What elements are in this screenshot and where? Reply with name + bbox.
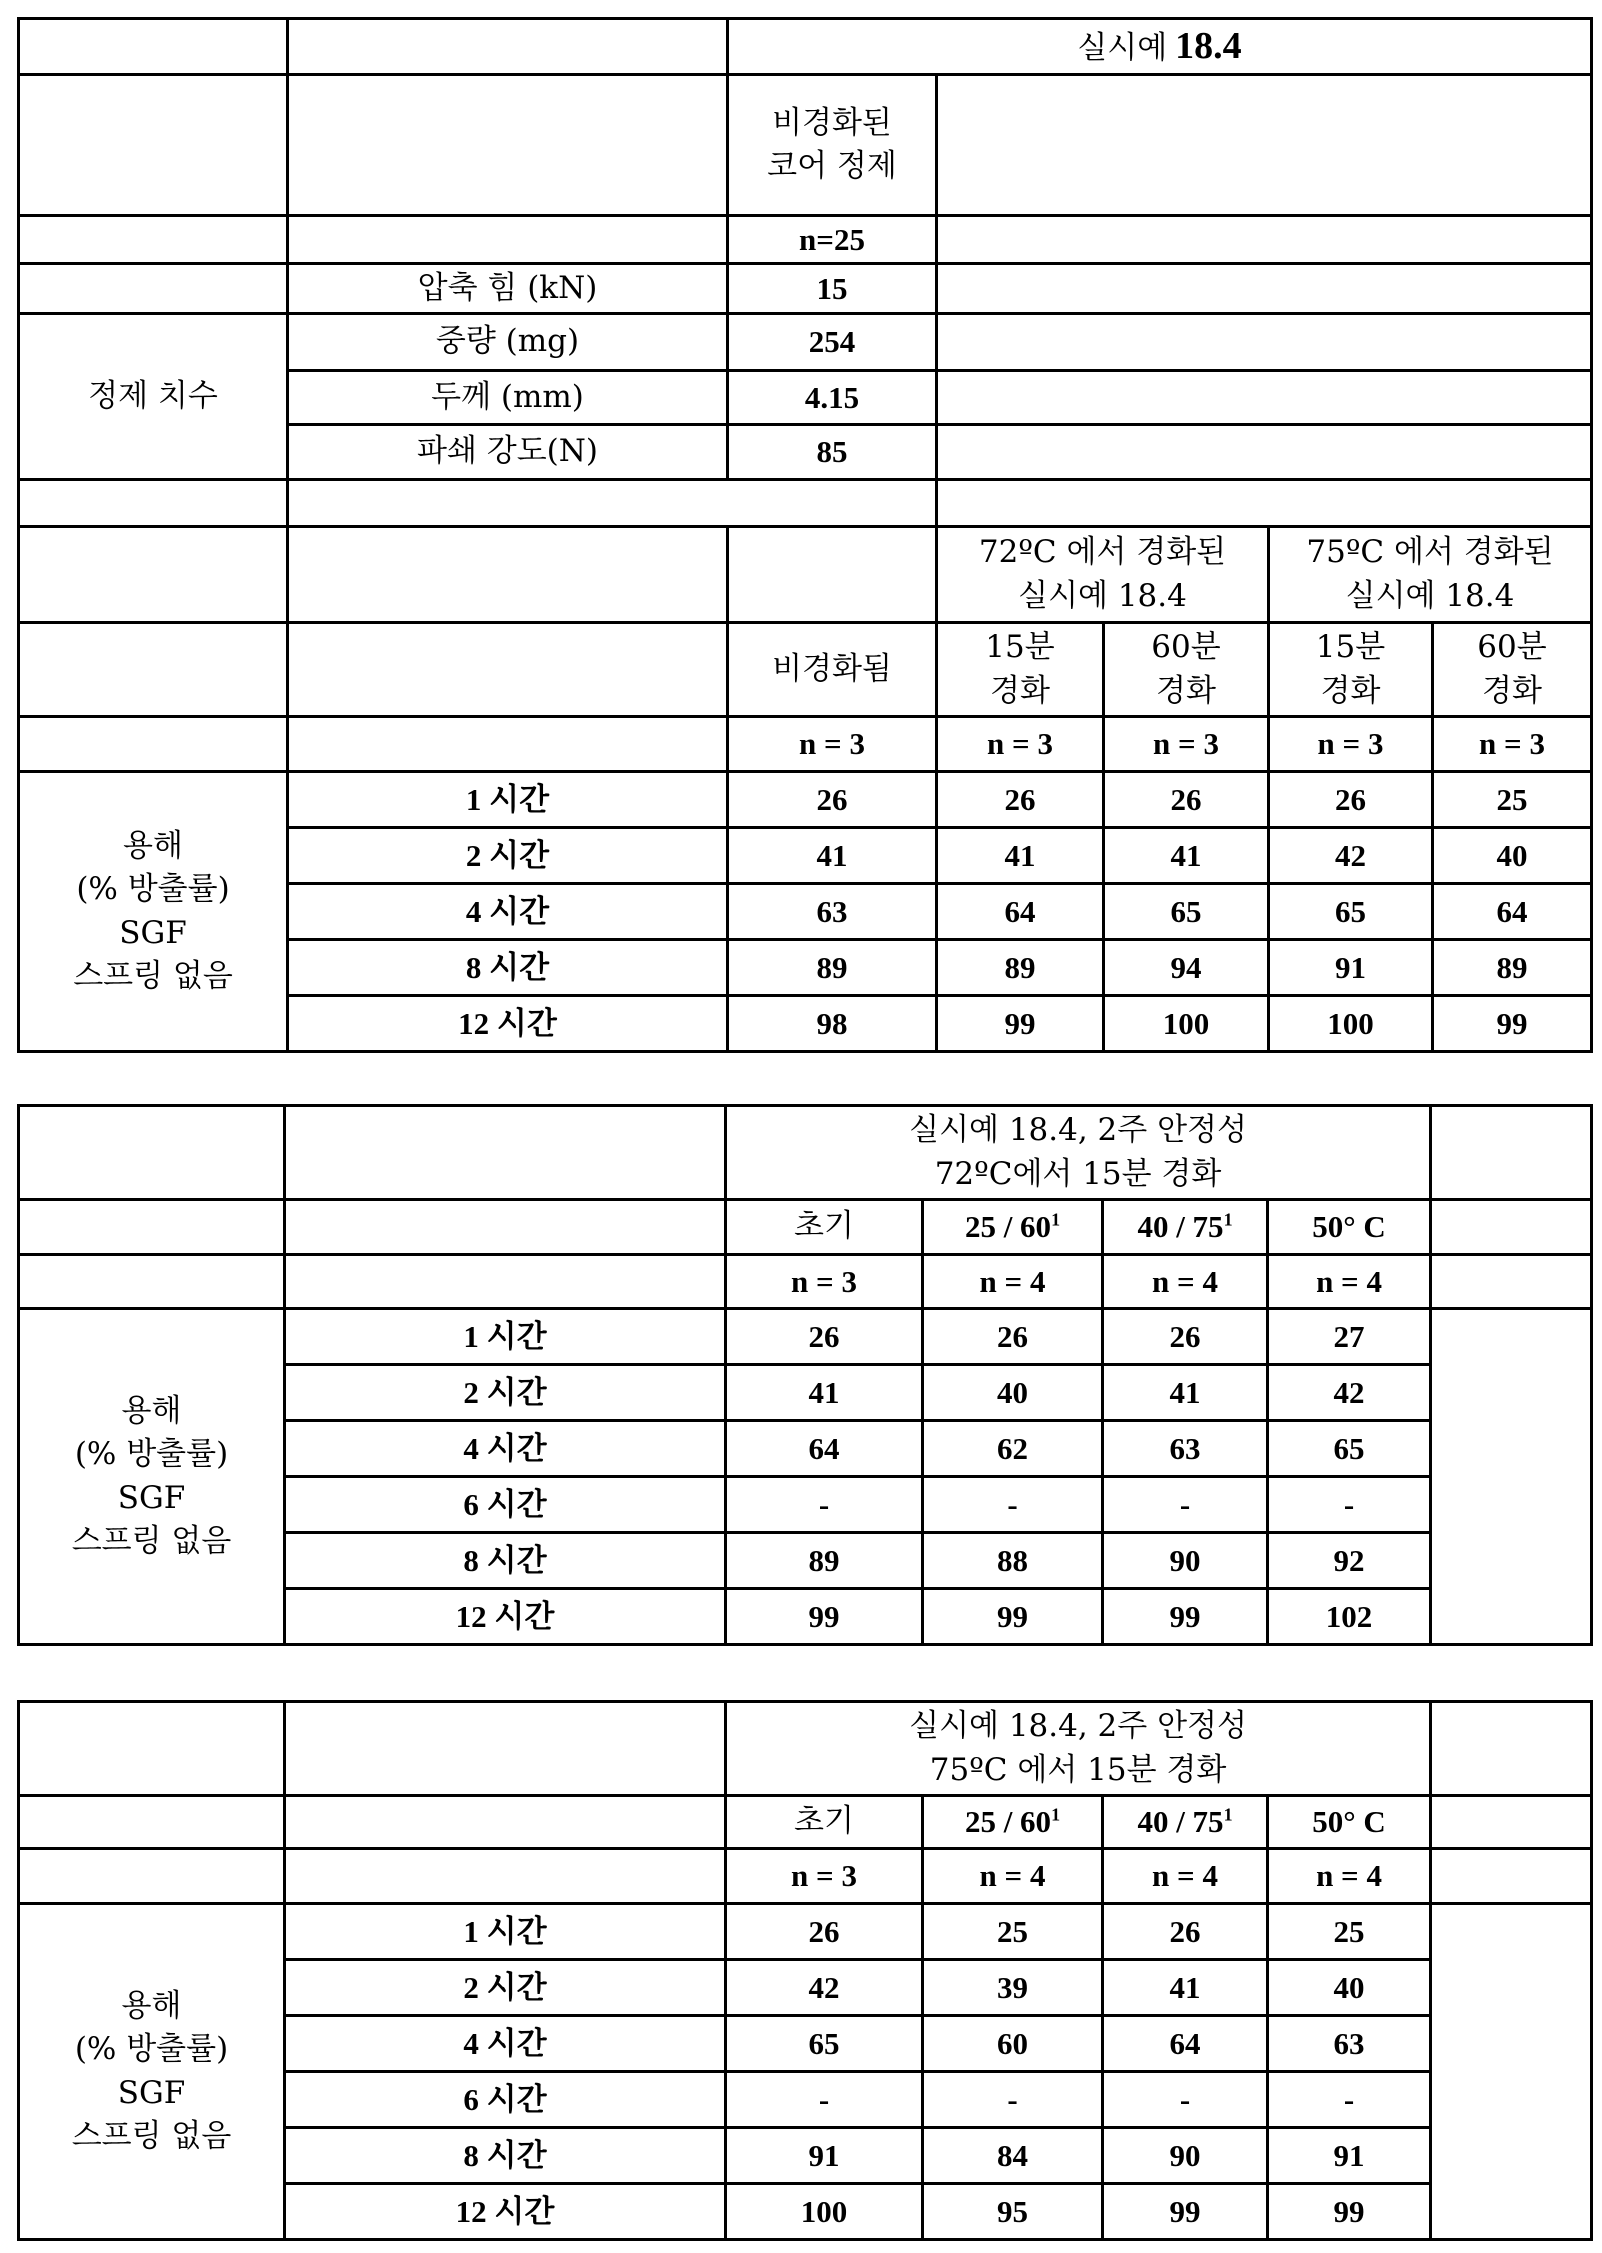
footnote-mark: 1 (1051, 1210, 1060, 1230)
empty-cell (1431, 1904, 1592, 2240)
footnote-mark: 1 (1224, 1805, 1233, 1825)
dissolution-value: 42 (726, 1960, 923, 2016)
dissolution-value: - (923, 2072, 1103, 2128)
time-label: 4 시간 (285, 1421, 726, 1477)
table-cell (1431, 1106, 1592, 1200)
time-label: 8 시간 (285, 2128, 726, 2184)
table-cell (19, 264, 288, 314)
breaking-strength-value: 85 (728, 425, 937, 480)
table-row (19, 527, 1592, 623)
table-cell (937, 264, 1592, 314)
dissolution-value: 27 (1268, 1309, 1431, 1365)
n-count: n = 3 (726, 1255, 923, 1309)
table-title: 실시예 18.4, 2주 안정성 75ºC 에서 15분 경화 (726, 1702, 1431, 1796)
thickness-value: 4.15 (728, 371, 937, 425)
dissolution-value: 40 (1268, 1960, 1431, 2016)
dissolution-value: 26 (726, 1309, 923, 1365)
column-header: 비경화됨 (728, 623, 937, 717)
column-header (923, 1796, 1103, 1849)
empty-cell (288, 19, 728, 75)
column-header (1103, 1796, 1268, 1849)
dissolution-value: 90 (1103, 1533, 1268, 1589)
dissolution-value: 99 (1433, 996, 1592, 1052)
dissolution-value: 41 (937, 828, 1104, 884)
dissolution-value: 64 (937, 884, 1104, 940)
compression-label: 압축 힘 (kN) (288, 264, 728, 314)
stability-75c-table (17, 1700, 1593, 2241)
table-title (728, 19, 1592, 75)
dissolution-value: 40 (923, 1365, 1103, 1421)
time-label: 1 시간 (288, 772, 728, 828)
table-cell (19, 717, 288, 772)
weight-label: 중량 (mg) (288, 314, 728, 371)
dissolution-value: 99 (1103, 1589, 1268, 1645)
n-count: n = 3 (1104, 717, 1269, 772)
column-header-label: 40 / 75 (1137, 1209, 1223, 1244)
column-header: 60분 경화 (1104, 623, 1269, 717)
footnote-mark: 1 (1051, 1805, 1060, 1825)
dissolution-label: 용해 (% 방출률) SGF 스프링 없음 (19, 1309, 285, 1645)
dissolution-value: 41 (728, 828, 937, 884)
dissolution-value: 65 (1268, 1421, 1431, 1477)
dissolution-value: 26 (728, 772, 937, 828)
dissolution-value: 42 (1268, 1365, 1431, 1421)
dissolution-label: 용해 (% 방출률) SGF 스프링 없음 (19, 1904, 285, 2240)
time-label: 2 시간 (285, 1365, 726, 1421)
table-cell (285, 1255, 726, 1309)
title-number: 18.4 (1175, 25, 1242, 67)
dissolution-value: - (923, 1477, 1103, 1533)
column-header (1268, 1796, 1431, 1849)
dissolution-value: 26 (1104, 772, 1269, 828)
n-count: n = 3 (1269, 717, 1433, 772)
table-cell (19, 480, 288, 527)
table-cell (288, 216, 728, 264)
table-cell (285, 1106, 726, 1200)
time-label: 2 시간 (288, 828, 728, 884)
group-header-72c: 72ºC 에서 경화된 실시예 18.4 (937, 527, 1269, 623)
table-cell (288, 623, 728, 717)
table-row (19, 1106, 1592, 1200)
time-label: 8 시간 (288, 940, 728, 996)
time-label: 1 시간 (285, 1309, 726, 1365)
dissolution-value: 25 (923, 1904, 1103, 1960)
group-header-75c: 75ºC 에서 경화된 실시예 18.4 (1269, 527, 1592, 623)
dissolution-value: - (726, 2072, 923, 2128)
dissolution-value: 40 (1433, 828, 1592, 884)
table-cell (19, 1106, 285, 1200)
column-header (1268, 1200, 1431, 1255)
time-label: 6 시간 (285, 1477, 726, 1533)
column-header (923, 1200, 1103, 1255)
table-row (19, 264, 1592, 314)
dissolution-value: 63 (1103, 1421, 1268, 1477)
time-label: 8 시간 (285, 1533, 726, 1589)
dissolution-value: 41 (1103, 1960, 1268, 2016)
column-header (726, 1200, 923, 1255)
dissolution-value: 98 (728, 996, 937, 1052)
column-header-label: 25 / 60 (965, 1804, 1051, 1839)
empty-cell (1431, 1309, 1592, 1645)
footnote-mark: 1 (1224, 1210, 1233, 1230)
dissolution-value: - (1268, 1477, 1431, 1533)
column-header (1103, 1200, 1268, 1255)
breaking-strength-label: 파쇄 강도(N) (288, 425, 728, 480)
dissolution-value: 26 (923, 1309, 1103, 1365)
table-cell (288, 717, 728, 772)
n-count: n = 4 (923, 1255, 1103, 1309)
table-row (19, 75, 1592, 216)
table-cell (1431, 1200, 1592, 1255)
n-count: n = 4 (923, 1849, 1103, 1904)
dissolution-value: 84 (923, 2128, 1103, 2184)
dissolution-value: 100 (726, 2184, 923, 2240)
stability-72c-table (17, 1104, 1593, 1646)
uncured-core-header: 비경화된 코어 정제 (728, 75, 937, 216)
table-cell (288, 527, 728, 623)
table-row (19, 1702, 1592, 1796)
cured-tablet-table (17, 17, 1593, 1053)
dissolution-value: 89 (726, 1533, 923, 1589)
dissolution-value: 99 (937, 996, 1104, 1052)
n-count: n = 3 (1433, 717, 1592, 772)
table-cell (19, 527, 288, 623)
table-cell (285, 1849, 726, 1904)
table-cell (288, 480, 937, 527)
empty-cell (19, 19, 288, 75)
table-cell (1431, 1796, 1592, 1849)
time-label: 12 시간 (285, 1589, 726, 1645)
dissolution-value: - (726, 1477, 923, 1533)
dissolution-label: 용해 (% 방출률) SGF 스프링 없음 (19, 772, 288, 1052)
table-cell (19, 75, 288, 216)
table-row (19, 623, 1592, 717)
column-header (726, 1796, 923, 1849)
table-row (19, 480, 1592, 527)
dissolution-value: 41 (726, 1365, 923, 1421)
table-row (19, 1309, 1592, 1365)
column-header-label: 초기 (794, 1803, 854, 1839)
column-header-label: 50° C (1312, 1209, 1386, 1244)
column-header: 15분 경화 (937, 623, 1104, 717)
dissolution-value: 63 (1268, 2016, 1431, 2072)
table-cell (937, 75, 1592, 216)
table-cell (285, 1796, 726, 1849)
dissolution-value: 89 (937, 940, 1104, 996)
column-header: 60분 경화 (1433, 623, 1592, 717)
time-label: 12 시간 (288, 996, 728, 1052)
dimensions-label: 정제 치수 (19, 314, 288, 480)
dissolution-value: 94 (1104, 940, 1269, 996)
column-header-label: 초기 (794, 1208, 854, 1244)
table-row (19, 314, 1592, 371)
table-row (19, 19, 1592, 75)
n-count: n = 4 (1268, 1255, 1431, 1309)
dissolution-value: 26 (937, 772, 1104, 828)
dissolution-value: 99 (726, 1589, 923, 1645)
table-cell (728, 527, 937, 623)
dissolution-value: 91 (726, 2128, 923, 2184)
table-cell (19, 1255, 285, 1309)
dissolution-value: 99 (923, 1589, 1103, 1645)
title-prefix: 실시예 (1077, 30, 1167, 66)
table-row (19, 772, 1592, 828)
dissolution-value: 92 (1268, 1533, 1431, 1589)
table-cell (19, 623, 288, 717)
table-row (19, 1904, 1592, 1960)
dissolution-value: 63 (728, 884, 937, 940)
dissolution-value: 42 (1269, 828, 1433, 884)
n-count: n = 4 (1268, 1849, 1431, 1904)
table-cell (19, 216, 288, 264)
dissolution-value: 26 (726, 1904, 923, 1960)
dissolution-value: 99 (1103, 2184, 1268, 2240)
table-cell (1431, 1849, 1592, 1904)
table-cell (1431, 1702, 1592, 1796)
dissolution-value: 102 (1268, 1589, 1431, 1645)
time-label: 12 시간 (285, 2184, 726, 2240)
table-title: 실시예 18.4, 2주 안정성 72ºC에서 15분 경화 (726, 1106, 1431, 1200)
table-row (19, 717, 1592, 772)
dissolution-value: 91 (1268, 2128, 1431, 2184)
column-header: 15분 경화 (1269, 623, 1433, 717)
time-label: 1 시간 (285, 1904, 726, 1960)
table-cell (1431, 1255, 1592, 1309)
table-row (19, 216, 1592, 264)
weight-value: 254 (728, 314, 937, 371)
table-row (19, 1200, 1592, 1255)
dissolution-value: 39 (923, 1960, 1103, 2016)
time-label: 6 시간 (285, 2072, 726, 2128)
dissolution-value: - (1103, 2072, 1268, 2128)
dissolution-value: 65 (1104, 884, 1269, 940)
n-count: n=25 (728, 216, 937, 264)
dissolution-value: 89 (1433, 940, 1592, 996)
table-cell (285, 1200, 726, 1255)
column-header-label: 40 / 75 (1137, 1804, 1223, 1839)
n-count: n = 4 (1103, 1255, 1268, 1309)
time-label: 4 시간 (285, 2016, 726, 2072)
dissolution-value: 64 (1433, 884, 1592, 940)
dissolution-value: 88 (923, 1533, 1103, 1589)
dissolution-value: 60 (923, 2016, 1103, 2072)
dissolution-value: 89 (728, 940, 937, 996)
time-label: 4 시간 (288, 884, 728, 940)
time-label: 2 시간 (285, 1960, 726, 2016)
table-cell (937, 216, 1592, 264)
table-row (19, 1255, 1592, 1309)
dissolution-value: 91 (1269, 940, 1433, 996)
dissolution-value: 26 (1269, 772, 1433, 828)
n-count: n = 3 (726, 1849, 923, 1904)
dissolution-value: 62 (923, 1421, 1103, 1477)
table-cell (285, 1702, 726, 1796)
dissolution-value: 90 (1103, 2128, 1268, 2184)
dissolution-value: 26 (1103, 1904, 1268, 1960)
thickness-label: 두께 (mm) (288, 371, 728, 425)
table-cell (937, 480, 1592, 527)
dissolution-value: 64 (726, 1421, 923, 1477)
dissolution-value: 95 (923, 2184, 1103, 2240)
dissolution-value: - (1103, 1477, 1268, 1533)
dissolution-value: 25 (1433, 772, 1592, 828)
n-count: n = 3 (937, 717, 1104, 772)
dissolution-value: 41 (1103, 1365, 1268, 1421)
column-header-label: 25 / 60 (965, 1209, 1051, 1244)
compression-value: 15 (728, 264, 937, 314)
dissolution-value: 99 (1268, 2184, 1431, 2240)
table-cell (19, 1702, 285, 1796)
dissolution-value: 100 (1269, 996, 1433, 1052)
dissolution-value: 41 (1104, 828, 1269, 884)
column-header-label: 50° C (1312, 1804, 1386, 1839)
n-count: n = 3 (728, 717, 937, 772)
dissolution-value: 25 (1268, 1904, 1431, 1960)
table-cell (19, 1849, 285, 1904)
table-row (19, 1796, 1592, 1849)
table-cell (937, 425, 1592, 480)
table-cell (937, 371, 1592, 425)
dissolution-value: 26 (1103, 1309, 1268, 1365)
dissolution-value: 100 (1104, 996, 1269, 1052)
dissolution-value: - (1268, 2072, 1431, 2128)
table-cell (937, 314, 1592, 371)
dissolution-value: 65 (726, 2016, 923, 2072)
table-cell (19, 1796, 285, 1849)
table-cell (19, 1200, 285, 1255)
table-row (19, 1849, 1592, 1904)
table-cell (288, 75, 728, 216)
dissolution-value: 64 (1103, 2016, 1268, 2072)
dissolution-value: 65 (1269, 884, 1433, 940)
n-count: n = 4 (1103, 1849, 1268, 1904)
